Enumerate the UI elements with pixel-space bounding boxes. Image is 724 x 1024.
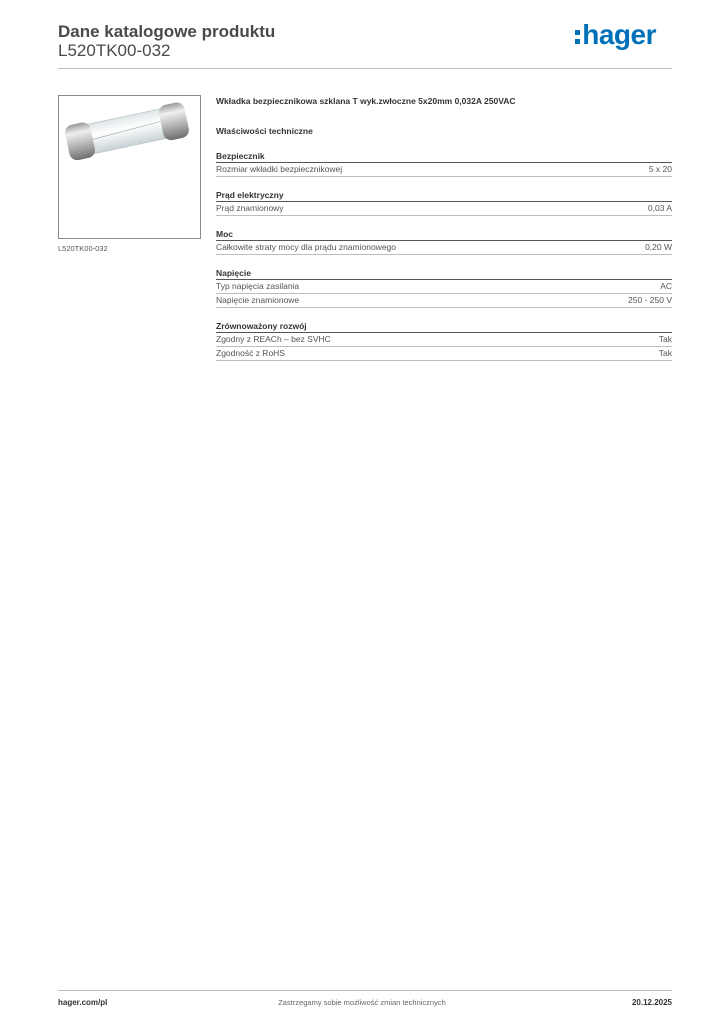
product-code: L520TK00-032: [58, 41, 171, 60]
logo-dots-icon: [575, 30, 580, 44]
property-value: 250 - 250 V: [628, 295, 672, 305]
footer-website-link[interactable]: hager.com/pl: [58, 998, 108, 1007]
property-value: 0,03 A: [647, 203, 672, 213]
property-value: AC: [660, 281, 672, 291]
glass-fuse-icon: [59, 96, 200, 238]
group-title: Bezpiecznik: [216, 151, 672, 163]
property-row: [216, 280, 672, 294]
property-label: Zgodny z REACh – bez SVHC: [216, 334, 331, 344]
property-value: Tak: [658, 334, 672, 344]
footer-disclaimer: Zastrzegamy sobie możliwość zmian technicznych: [278, 998, 446, 1007]
group-title: Prąd elektryczny: [216, 190, 672, 202]
product-description: Wkładka bezpiecznikowa szklana T wyk.zwłoczne 5x20mm 0,032A 250VAC: [216, 96, 516, 106]
property-row: [216, 202, 672, 216]
property-row: [216, 294, 672, 308]
property-value: 0,20 W: [645, 242, 672, 252]
image-caption: L520TK00-032: [58, 244, 108, 253]
property-group-power: [216, 229, 672, 255]
product-details: [216, 96, 672, 361]
section-heading: Właściwości techniczne: [216, 126, 313, 136]
property-group-sustainability: [216, 321, 672, 361]
group-title: Moc: [216, 229, 672, 241]
footer-divider: [58, 990, 672, 991]
group-title: Zrównoważony rozwój: [216, 321, 672, 333]
property-label: Prąd znamionowy: [216, 203, 284, 213]
page-header: [58, 20, 672, 70]
property-group-current: [216, 190, 672, 216]
property-value: 5 x 20: [648, 164, 672, 174]
property-row: [216, 163, 672, 177]
page-title: Dane katalogowe produktu: [58, 22, 276, 41]
group-title: Napięcie: [216, 268, 672, 280]
header-divider: [58, 68, 672, 69]
property-group-fuse: [216, 151, 672, 177]
property-label: Zgodność z RoHS: [216, 348, 285, 358]
property-row: [216, 333, 672, 347]
property-value: Tak: [658, 348, 672, 358]
property-row: [216, 241, 672, 255]
property-label: Napięcie znamionowe: [216, 295, 300, 305]
property-group-voltage: [216, 268, 672, 308]
property-label: Rozmiar wkładki bezpiecznikowej: [216, 164, 343, 174]
property-label: Całkowite straty mocy dla prądu znamionowego: [216, 242, 397, 252]
footer-date: 20.12.2025: [631, 998, 672, 1007]
product-image: [58, 95, 201, 239]
property-row: [216, 347, 672, 361]
logo-wordmark: hager: [582, 19, 656, 50]
property-label: Typ napięcia zasilania: [216, 281, 300, 291]
hager-logo: [575, 20, 656, 50]
